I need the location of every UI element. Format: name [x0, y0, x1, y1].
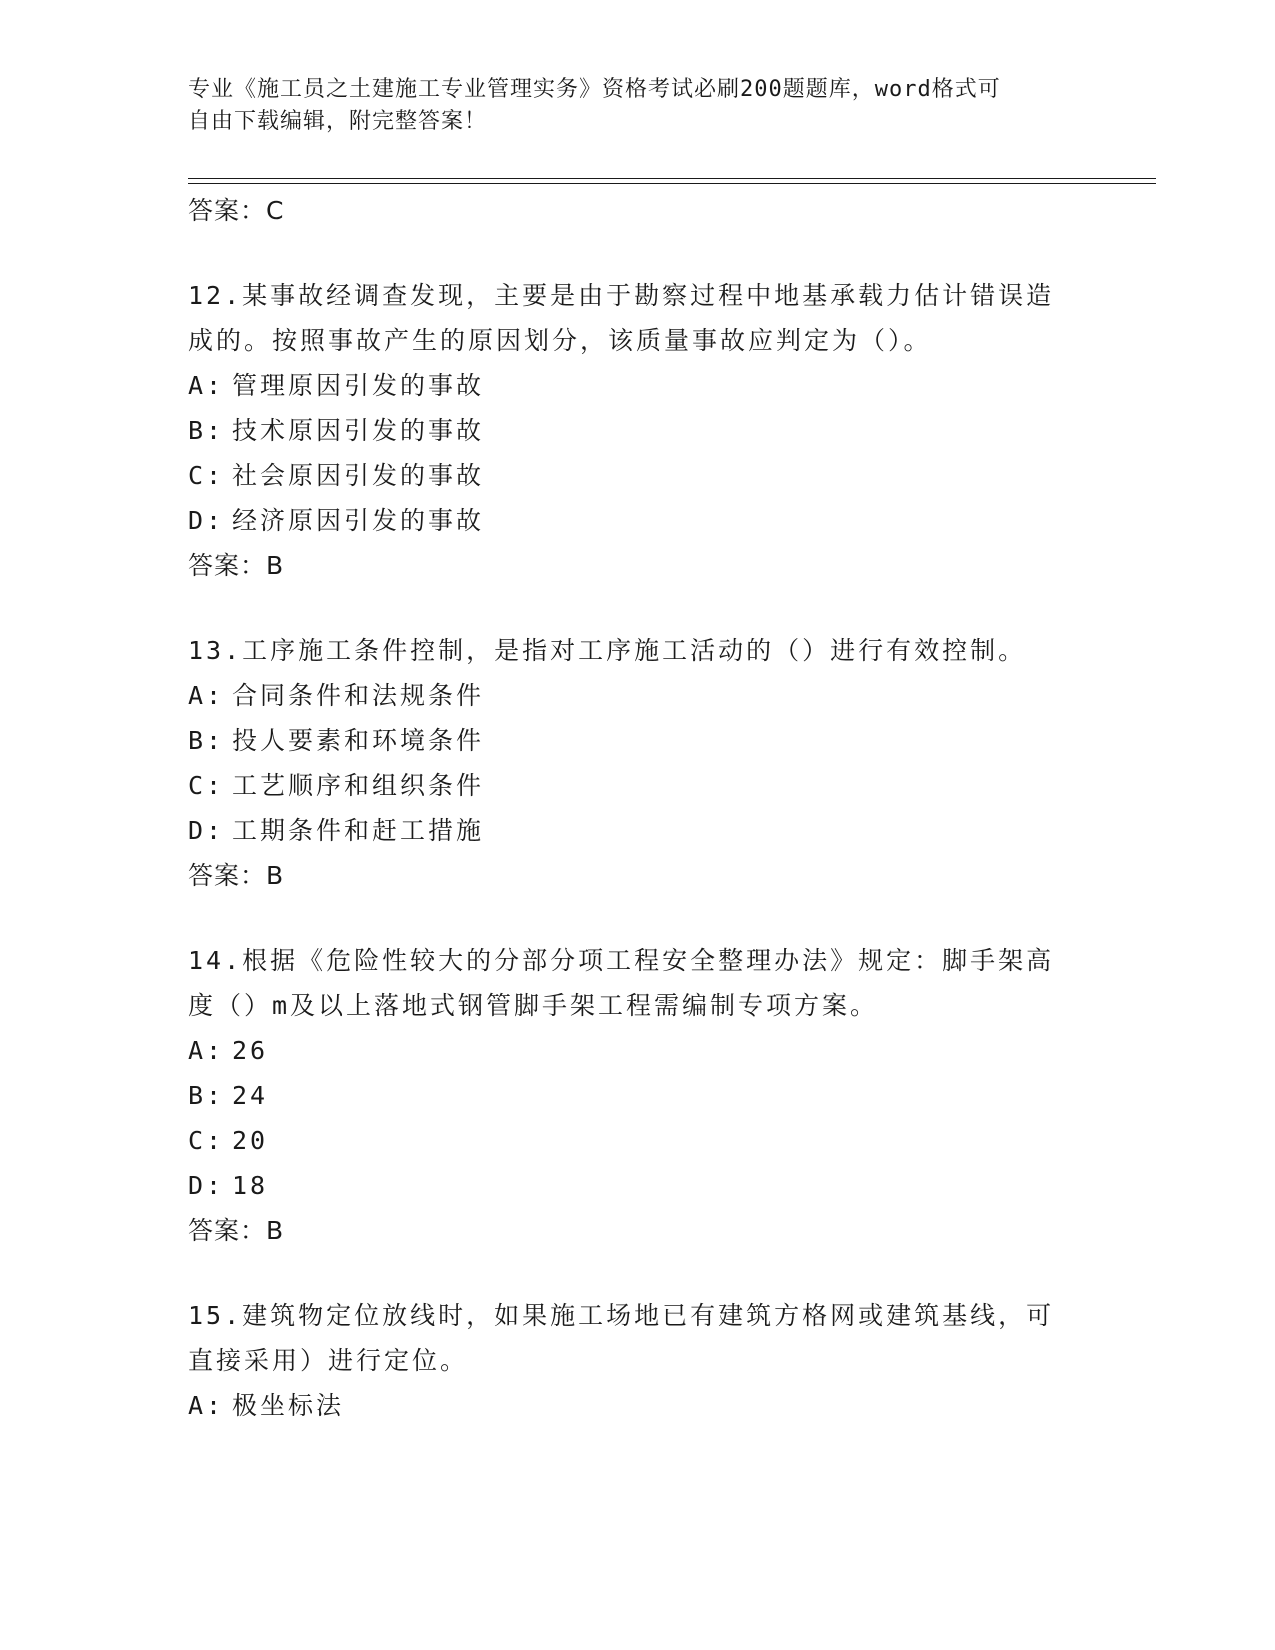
- option-key: A:: [188, 371, 225, 400]
- option-text: 管理原因引发的事故: [232, 371, 485, 400]
- header-line-1: 专业《施工员之土建施工专业管理实务》资格考试必刷200题题库，word格式可: [188, 77, 1001, 102]
- option-text: 20: [232, 1126, 269, 1155]
- option-d: [188, 808, 1088, 853]
- option-a: [188, 1028, 1088, 1073]
- option-text: 经济原因引发的事故: [232, 506, 485, 535]
- option-key: C:: [188, 1126, 225, 1155]
- question-stem-line: 12.某事故经调查发现，主要是由于勘察过程中地基承载力估计错误造: [188, 281, 1055, 310]
- option-key: B:: [188, 726, 225, 755]
- question-stem: [188, 273, 1088, 363]
- option-c: [188, 453, 1088, 498]
- option-text: 技术原因引发的事故: [232, 416, 485, 445]
- option-key: D:: [188, 1171, 225, 1200]
- option-text: 18: [232, 1171, 269, 1200]
- option-text: 投人要素和环境条件: [232, 726, 485, 755]
- option-b: [188, 718, 1088, 763]
- option-key: D:: [188, 816, 225, 845]
- option-text: 合同条件和法规条件: [232, 681, 485, 710]
- question-stem-line: 度（）m及以上落地式钢管脚手架工程需编制专项方案。: [188, 991, 879, 1020]
- option-b: [188, 1073, 1088, 1118]
- option-key: B:: [188, 1081, 225, 1110]
- question-12: [188, 273, 1088, 588]
- option-key: C:: [188, 461, 225, 490]
- question-stem: [188, 938, 1088, 1028]
- previous-answer: 答案：C: [188, 196, 285, 225]
- option-text: 社会原因引发的事故: [232, 461, 485, 490]
- option-a: [188, 1383, 1088, 1428]
- option-text: 极坐标法: [232, 1391, 345, 1420]
- option-c: [188, 1118, 1088, 1163]
- option-text: 24: [232, 1081, 269, 1110]
- option-d: [188, 498, 1088, 543]
- option-key: C:: [188, 771, 225, 800]
- question-stem-line: 直接采用）进行定位。: [188, 1346, 469, 1375]
- question-stem: [188, 628, 1088, 673]
- option-b: [188, 408, 1088, 453]
- header-divider-top: [188, 178, 1156, 179]
- option-text: 工艺顺序和组织条件: [232, 771, 485, 800]
- option-a: [188, 673, 1088, 718]
- question-stem-line: 成的。按照事故产生的原因划分，该质量事故应判定为（）。: [188, 326, 932, 355]
- question-stem-line: 13.工序施工条件控制，是指对工序施工活动的（）进行有效控制。: [188, 636, 1027, 665]
- answer-line: 答案：B: [188, 1216, 285, 1245]
- question-stem-line: 14.根据《危险性较大的分部分项工程安全整理办法》规定：脚手架高: [188, 946, 1055, 975]
- option-d: [188, 1163, 1088, 1208]
- question-stem-line: 15.建筑物定位放线时，如果施工场地已有建筑方格网或建筑基线，可: [188, 1301, 1055, 1330]
- question-13: [188, 628, 1088, 898]
- question-stem: [188, 1293, 1088, 1383]
- header-divider-bottom: [188, 183, 1156, 184]
- question-15: [188, 1293, 1088, 1428]
- document-header: [188, 74, 1088, 138]
- option-a: [188, 363, 1088, 408]
- question-14: [188, 938, 1088, 1253]
- option-key: A:: [188, 1391, 225, 1420]
- answer-line: 答案：B: [188, 861, 285, 890]
- question-list: [188, 188, 1088, 1428]
- option-key: A:: [188, 1036, 225, 1065]
- option-c: [188, 763, 1088, 808]
- option-key: D:: [188, 506, 225, 535]
- header-line-2: 自由下载编辑，附完整答案！: [188, 109, 488, 134]
- option-text: 工期条件和赶工措施: [232, 816, 485, 845]
- option-key: A:: [188, 681, 225, 710]
- option-key: B:: [188, 416, 225, 445]
- answer-line: 答案：B: [188, 551, 285, 580]
- option-text: 26: [232, 1036, 269, 1065]
